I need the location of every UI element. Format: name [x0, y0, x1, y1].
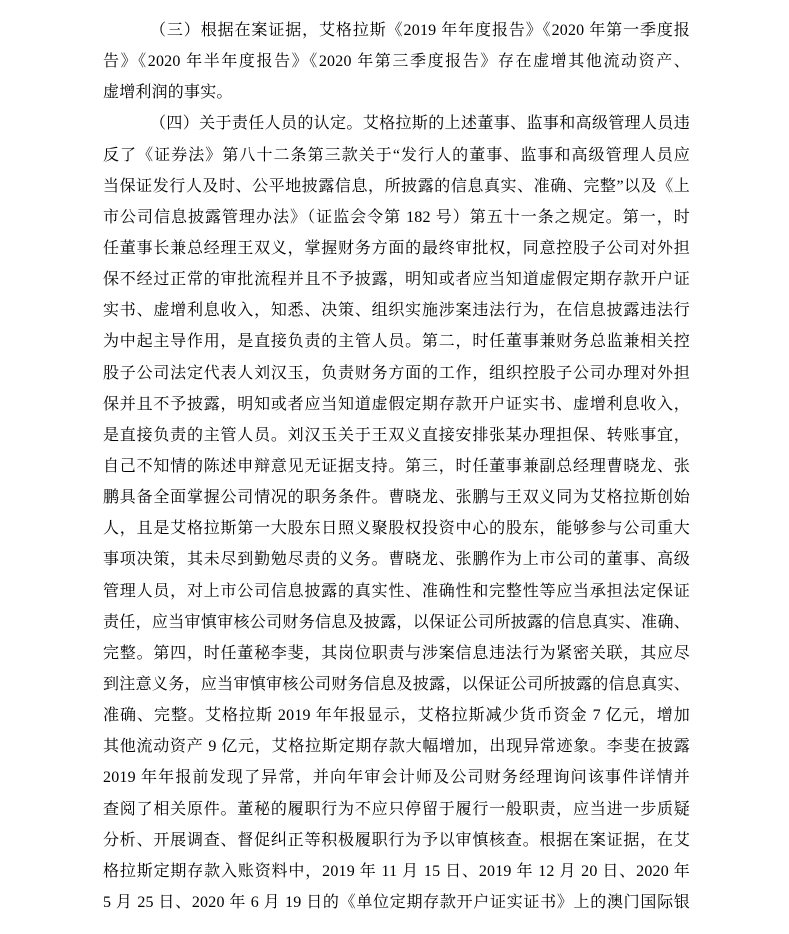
text-line: 反了《证券法》第八十二条第三款关于“发行人的董事、监事和高级管理人员应: [103, 146, 690, 164]
text-line: 2019 年年报前发现了异常，并向年审会计师及公司财务经理询问该事件详情并: [103, 769, 690, 787]
text-line: 责任，应当审慎审核公司财务信息及披露，以保证公司所披露的信息真实、准确、: [103, 613, 690, 631]
text-line: 告》《2020 年半年度报告》《2020 年第三季度报告》存在虚增其他流动资产、: [103, 53, 690, 71]
text-line: 是直接负责的主管人员。刘汉玉关于王双义直接安排张某办理担保、转账事宜，: [103, 426, 690, 444]
text-line: 完整。第四，时任董秘李斐，其岗位职责与涉案信息违法行为紧密关联，其应尽: [103, 644, 690, 662]
document-text-block: [103, 15, 690, 918]
text-line: 实书、虚增利息收入，知悉、决策、组织实施涉案违法行为，在信息披露违法行: [103, 302, 690, 320]
text-line: 保不经过正常的审批流程并且不予披露，明知或者应当知道虚假定期存款开户证: [103, 271, 690, 289]
text-line: 分析、开展调查、督促纠正等积极履职行为予以审慎核查。根据在案证据，在艾: [103, 831, 690, 849]
text-line: 准确、完整。艾格拉斯 2019 年年报显示，艾格拉斯减少货币资金 7 亿元，增加: [103, 707, 690, 725]
text-line: （三）根据在案证据，艾格拉斯《2019 年年度报告》《2020 年第一季度报: [150, 22, 690, 39]
text-line: 鹏具备全面掌握公司情况的职务条件。曹晓龙、张鹏与王双义同为艾格拉斯创始: [103, 489, 690, 507]
text-line: 人，且是艾格拉斯第一大股东日照义聚股权投资中心的股东，能够参与公司重大: [103, 520, 690, 538]
text-line: 当保证发行人及时、公平地披露信息，所披露的信息真实、准确、完整”以及《上: [103, 177, 690, 195]
text-line: 任董事长兼总经理王双义，掌握财务方面的最终审批权，同意控股子公司对外担: [103, 239, 690, 257]
text-line: 格拉斯定期存款入账资料中，2019 年 11 月 15 日、2019 年 12 月 20 日、2020 年: [103, 862, 690, 880]
text-line: 事项决策，其未尽到勤勉尽责的义务。曹晓龙、张鹏作为上市公司的董事、高级: [103, 551, 690, 569]
text-line: 其他流动资产 9 亿元，艾格拉斯定期存款大幅增加，出现异常迹象。李斐在披露: [103, 738, 690, 756]
text-line: 5 月 25 日、2020 年 6 月 19 日的《单位定期存款开户证实证书》上的澳门国际银: [103, 893, 690, 911]
text-line: 虚增利润的事实。: [103, 84, 233, 102]
text-line: 市公司信息披露管理办法》（证监会令第 182 号）第五十一条之规定。第一，时: [103, 208, 690, 226]
text-line: （四）关于责任人员的认定。艾格拉斯的上述董事、监事和高级管理人员违: [150, 115, 690, 133]
text-line: 股子公司法定代表人刘汉玉，负责财务方面的工作，组织控股子公司办理对外担: [103, 364, 690, 382]
text-line: 保并且不予披露，明知或者应当知道虚假定期存款开户证实书、虚增利息收入，: [103, 395, 690, 413]
text-line: 查阅了相关原件。董秘的履职行为不应只停留于履行一般职责，应当进一步质疑: [103, 800, 690, 818]
text-line: 到注意义务，应当审慎审核公司财务信息及披露，以保证公司所披露的信息真实、: [103, 675, 690, 693]
text-line: 为中起主导作用，是直接负责的主管人员。第二，时任董事兼财务总监兼相关控: [103, 333, 690, 351]
text-line: 管理人员，对上市公司信息披露的真实性、准确性和完整性等应当承担法定保证: [103, 582, 690, 600]
text-line: 自己不知情的陈述申辩意见无证据支持。第三，时任董事兼副总经理曹晓龙、张: [103, 457, 690, 475]
